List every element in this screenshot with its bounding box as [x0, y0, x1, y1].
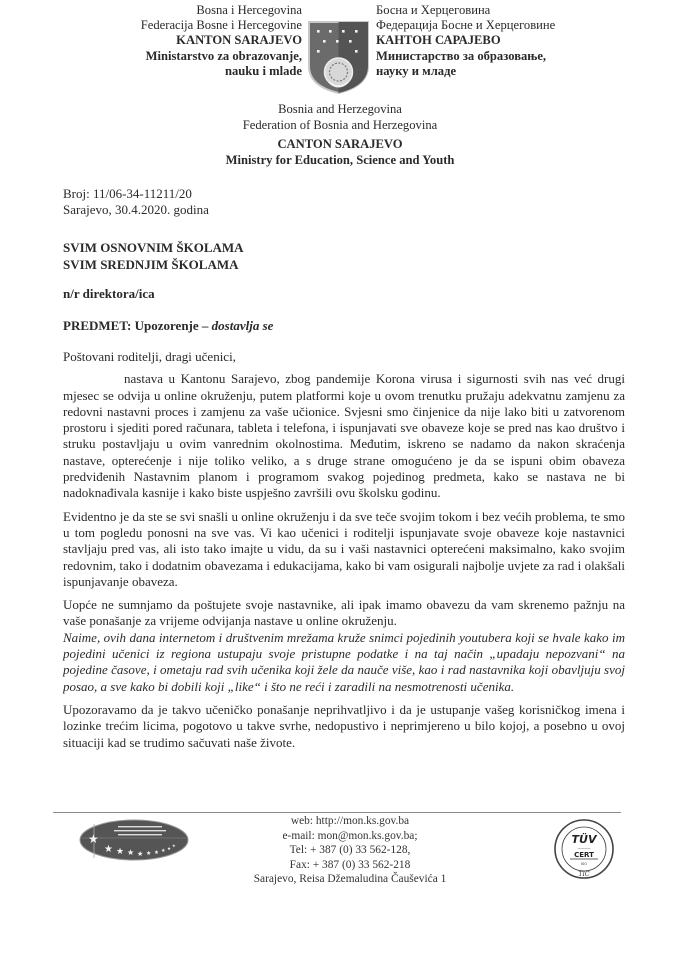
greeting: Poštovani roditelji, dragi učenici, — [63, 349, 236, 364]
svg-text:★: ★ — [137, 850, 144, 858]
footer-fax: Fax: + 387 (0) 33 562-218 — [289, 858, 411, 871]
coat-of-arms-icon — [307, 20, 370, 95]
recipient-line: SVIM SREDNJIM ŠKOLAMA — [63, 256, 239, 272]
paragraph: Evidentno je da ste se svi snašli u online okruženju i da sve teče svojim tokom i bez većih problema, te smo u tom pogledu ponosni na sve vas. Vi kao učenici i roditelji ispunjavate svoje obaveze koje nastavnici stavljaju pred vas, ali isto tako imajte u vidu, da su i vaši nastavnici opterećeni maksimalno, kako svojim redovnim, tako i dodatnim obavezama i edukacijama, kako bi vam osigurali najbolje uvjete za rad i olakšali ispunjavanje obaveza. — [63, 508, 625, 589]
footer-web[interactable]: web: http://mon.ks.gov.ba — [290, 815, 410, 827]
european-region-badge-icon — [78, 818, 190, 862]
letterhead-line: Bosna i Hercegovina — [196, 3, 302, 17]
svg-text:★: ★ — [127, 848, 135, 857]
svg-text:ISO: ISO — [580, 862, 588, 866]
letterhead-line: Ministarstvo za obrazovanje, — [145, 48, 302, 63]
svg-text:---------: --------- — [577, 846, 591, 851]
recipient-line: SVIM OSNOVNIM ŠKOLAMA — [63, 240, 244, 255]
letterhead-line: nauku i mlade — [225, 63, 302, 78]
paragraph: nastava u Kantonu Sarajevo, zbog pandemije Korona virusa i sigurnosti svih nas već drugi mjesec se odvija u online okruženju, putem platformi koje u ovom trenutku pružaju adekvatnu zamjenu za redovni nastavni proces i zamjenu za vaše učionice. Svjesni smo činjenice da nije lako biti u zatvorenom prostoru i sjediti pored računara, tableta i telefona, i ispunjavati sve obaveze koje se pred nas kao društvo i struku postavljaju u ovim vanrednim okolnostima. Međutim, iskreno se nadamo da nakon skraćenja nastave, opterećenje i nije toliko veliko, a s druge strane omogućeno je da se ispuni obim obaveza predviđenih Nastavnim planom i programom svakog pojedinog predmeta, kako se nastava ne bi nadoknađivala kasnije i kako biste uspješno završili ovu školsku godinu. — [63, 371, 625, 501]
document-date: Sarajevo, 30.4.2020. godina — [63, 202, 209, 217]
svg-text:★: ★ — [167, 847, 172, 852]
paragraph-italic: Naime, ovih dana internetom i društvenim mrežama kruže snimci pojedinih youtubera koji se hvale kako im pojedini učenici iz regiona ustupaju svoje pristupne podatke i na taj način „upadaju nepozvani“ na pojedine časove, i ometaju rad svih učenika koji žele da nauče više, kao i rad nastavnika koji obavljuju svoj posao, a sve kako bi dobili koji „like“ i što ne reći i zaradili na nesmotrenosti učenika. — [63, 629, 625, 694]
attention-line: n/r direktora/ica — [63, 286, 155, 301]
subject-italic: dostavlja se — [211, 318, 274, 333]
svg-text:★: ★ — [154, 850, 159, 856]
letterhead-line: Federation of Bosnia and Herzegovina — [242, 117, 438, 132]
letterhead-line: КАНТОН САРАЈЕВО — [376, 33, 501, 48]
footer-address: Sarajevo, Reisa Džemaludina Čauševića 1 — [253, 873, 447, 885]
svg-text:★: ★ — [161, 848, 166, 854]
svg-text:CERT: CERT — [574, 851, 594, 859]
svg-text:★: ★ — [172, 843, 176, 848]
document-meta — [63, 186, 209, 218]
svg-text:★: ★ — [88, 832, 99, 846]
footer-tel: Tel: + 387 (0) 33 562-128, — [289, 844, 411, 856]
svg-text:★: ★ — [104, 844, 113, 855]
footer-divider — [53, 812, 621, 813]
svg-text:TIC: TIC — [578, 871, 590, 878]
paragraph: Uopće ne sumnjamo da poštujete svoje nastavnike, ali ipak imamo obavezu da vam skrenemo pažnju na vaše ponašanje za vrijeme odvijanja nastave u online okruženju. — [63, 597, 625, 629]
document-number: Broj: 11/06-34-11211/20 — [63, 186, 192, 201]
letterhead-line: Ministry for Education, Science and Youth — [225, 152, 455, 167]
letterhead-line: Federacija Bosne i Hercegovine — [140, 18, 302, 33]
paragraph: Upozoravamo da je takvo učeničko ponašanje neprihvatljivo i da je ustupanje vašeg korisničkog imena i lozinke trećim licima, pogotovo u takve svrhe, nedopustivo i neprimjereno u bilo kojoj, a posebno u ovoj situaciji kad se trudimo sačuvati naše živote. — [63, 701, 625, 750]
letterhead-line: Министарство за образовање, — [376, 48, 547, 63]
letterhead-line: науку и младе — [376, 63, 457, 78]
letterhead-latin — [120, 3, 302, 79]
footer-email[interactable]: e-mail: mon@mon.ks.gov.ba; — [282, 829, 418, 842]
letterhead-line: Федерација Босне и Херцеговине — [376, 18, 556, 33]
subject-line — [63, 318, 273, 334]
svg-text:★: ★ — [116, 847, 125, 857]
svg-text:★: ★ — [146, 850, 152, 857]
letterhead-line: KANTON SARAJEVO — [176, 33, 302, 48]
footer-contact — [200, 814, 500, 887]
letterhead-line: Босна и Херцеговина — [376, 3, 491, 17]
letterhead-english — [100, 102, 580, 168]
svg-text:TÜV: TÜV — [571, 833, 597, 846]
subject-text: Upozorenje – — [134, 318, 212, 333]
recipients — [63, 240, 244, 273]
letterhead-line: CANTON SARAJEVO — [277, 137, 403, 151]
letter-body — [63, 349, 625, 751]
subject-label: PREDMET: — [63, 318, 132, 333]
letterhead-cyrillic — [376, 3, 616, 79]
tuv-cert-seal-icon — [553, 817, 615, 881]
letterhead-line: Bosnia and Herzegovina — [278, 102, 402, 116]
